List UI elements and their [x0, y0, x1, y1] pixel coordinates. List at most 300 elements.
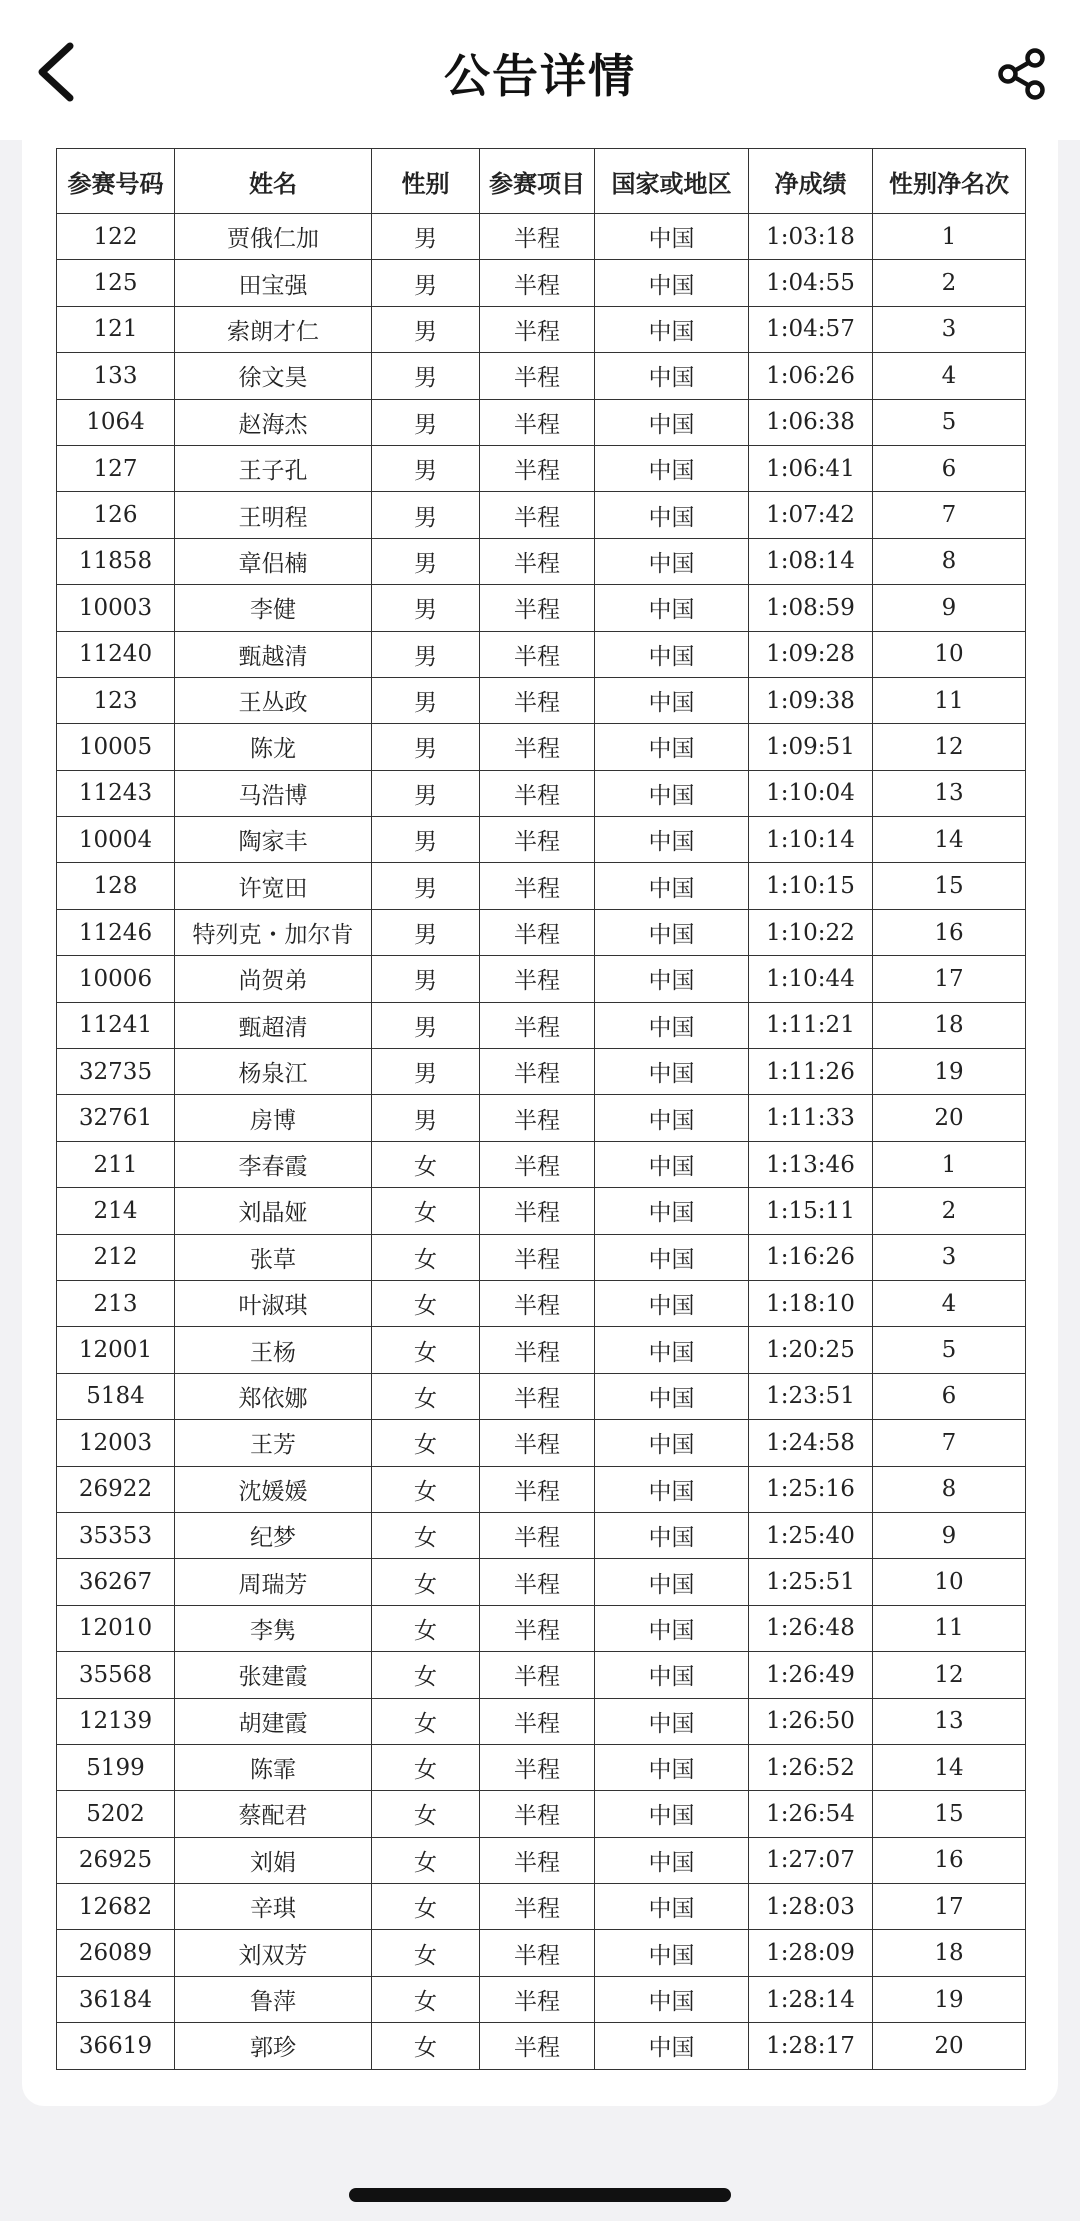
cell-name: 郑依娜: [175, 1373, 372, 1419]
cell-name: 甄越清: [175, 631, 372, 677]
table-row: [57, 1141, 1026, 1187]
cell-gender-rank: 16: [873, 1837, 1026, 1883]
cell-country: 中国: [595, 1002, 749, 1048]
table-row: [57, 1466, 1026, 1512]
table-row: [57, 492, 1026, 538]
cell-country: 中国: [595, 1512, 749, 1558]
cell-net-time: 1:09:28: [749, 631, 873, 677]
cell-net-time: 1:10:15: [749, 863, 873, 909]
cell-country: 中国: [595, 585, 749, 631]
cell-bib: 11243: [57, 770, 175, 816]
cell-event: 半程: [480, 492, 595, 538]
cell-name: 纪梦: [175, 1512, 372, 1558]
share-button[interactable]: [984, 36, 1060, 112]
cell-bib: 11241: [57, 1002, 175, 1048]
table-row: [57, 631, 1026, 677]
cell-country: 中国: [595, 538, 749, 584]
table-row: [57, 1002, 1026, 1048]
cell-event: 半程: [480, 1002, 595, 1048]
cell-event: 半程: [480, 724, 595, 770]
cell-net-time: 1:10:22: [749, 909, 873, 955]
cell-gender: 女: [372, 1327, 480, 1373]
cell-gender: 女: [372, 1141, 480, 1187]
cell-gender: 女: [372, 1791, 480, 1837]
cell-bib: 26089: [57, 1930, 175, 1976]
table-row: [57, 1976, 1026, 2022]
cell-event: 半程: [480, 1652, 595, 1698]
table-row: [57, 956, 1026, 1002]
cell-bib: 10006: [57, 956, 175, 1002]
cell-name: 特列克・加尔肯: [175, 909, 372, 955]
cell-name: 郭珍: [175, 2023, 372, 2069]
table-row: [57, 2023, 1026, 2069]
cell-gender-rank: 16: [873, 909, 1026, 955]
cell-country: 中国: [595, 770, 749, 816]
cell-net-time: 1:26:48: [749, 1605, 873, 1651]
cell-bib: 10005: [57, 724, 175, 770]
cell-bib: 128: [57, 863, 175, 909]
cell-bib: 10004: [57, 817, 175, 863]
cell-net-time: 1:13:46: [749, 1141, 873, 1187]
cell-gender-rank: 2: [873, 260, 1026, 306]
cell-gender: 女: [372, 1559, 480, 1605]
cell-gender-rank: 17: [873, 1884, 1026, 1930]
cell-net-time: 1:28:14: [749, 1976, 873, 2022]
column-header-bib: 参赛号码: [57, 149, 175, 214]
cell-name: 陶家丰: [175, 817, 372, 863]
cell-net-time: 1:16:26: [749, 1234, 873, 1280]
cell-gender-rank: 2: [873, 1188, 1026, 1234]
table-row: [57, 399, 1026, 445]
cell-gender: 男: [372, 585, 480, 631]
cell-gender-rank: 6: [873, 1373, 1026, 1419]
cell-country: 中国: [595, 1698, 749, 1744]
table-row: [57, 1188, 1026, 1234]
cell-net-time: 1:06:26: [749, 353, 873, 399]
table-row: [57, 1884, 1026, 1930]
cell-gender: 女: [372, 1420, 480, 1466]
cell-name: 房博: [175, 1095, 372, 1141]
cell-gender: 男: [372, 538, 480, 584]
cell-net-time: 1:07:42: [749, 492, 873, 538]
cell-gender: 女: [372, 1976, 480, 2022]
cell-gender-rank: 10: [873, 1559, 1026, 1605]
cell-event: 半程: [480, 677, 595, 723]
cell-bib: 32761: [57, 1095, 175, 1141]
table-row: [57, 1652, 1026, 1698]
cell-event: 半程: [480, 1884, 595, 1930]
table-row: [57, 1280, 1026, 1326]
table-row: [57, 863, 1026, 909]
cell-net-time: 1:20:25: [749, 1327, 873, 1373]
table-header-row: [57, 149, 1026, 214]
cell-gender: 女: [372, 1234, 480, 1280]
cell-event: 半程: [480, 1234, 595, 1280]
cell-name: 刘双芳: [175, 1930, 372, 1976]
cell-net-time: 1:11:21: [749, 1002, 873, 1048]
cell-net-time: 1:26:50: [749, 1698, 873, 1744]
cell-event: 半程: [480, 863, 595, 909]
cell-gender-rank: 5: [873, 1327, 1026, 1373]
cell-event: 半程: [480, 770, 595, 816]
cell-net-time: 1:03:18: [749, 214, 873, 260]
cell-gender-rank: 13: [873, 1698, 1026, 1744]
share-icon: [994, 46, 1050, 102]
table-row: [57, 214, 1026, 260]
cell-net-time: 1:04:55: [749, 260, 873, 306]
cell-gender-rank: 12: [873, 1652, 1026, 1698]
cell-gender: 男: [372, 863, 480, 909]
cell-country: 中国: [595, 1373, 749, 1419]
cell-country: 中国: [595, 1884, 749, 1930]
cell-gender-rank: 12: [873, 724, 1026, 770]
cell-event: 半程: [480, 1373, 595, 1419]
cell-net-time: 1:26:52: [749, 1744, 873, 1790]
cell-gender-rank: 4: [873, 1280, 1026, 1326]
cell-event: 半程: [480, 1049, 595, 1095]
cell-net-time: 1:28:03: [749, 1884, 873, 1930]
cell-net-time: 1:09:38: [749, 677, 873, 723]
table-row: [57, 1234, 1026, 1280]
cell-name: 王明程: [175, 492, 372, 538]
cell-name: 李健: [175, 585, 372, 631]
cell-name: 王杨: [175, 1327, 372, 1373]
cell-country: 中国: [595, 306, 749, 352]
cell-country: 中国: [595, 631, 749, 677]
cell-gender: 男: [372, 306, 480, 352]
cell-gender: 男: [372, 724, 480, 770]
cell-gender-rank: 9: [873, 1512, 1026, 1558]
table-row: [57, 1837, 1026, 1883]
cell-gender-rank: 3: [873, 1234, 1026, 1280]
cell-event: 半程: [480, 1976, 595, 2022]
cell-name: 田宝强: [175, 260, 372, 306]
cell-gender: 男: [372, 260, 480, 306]
cell-country: 中国: [595, 1327, 749, 1373]
cell-net-time: 1:04:57: [749, 306, 873, 352]
cell-gender: 男: [372, 1002, 480, 1048]
cell-name: 王芳: [175, 1420, 372, 1466]
cell-country: 中国: [595, 1095, 749, 1141]
table-row: [57, 1791, 1026, 1837]
cell-country: 中国: [595, 677, 749, 723]
cell-name: 章侣楠: [175, 538, 372, 584]
cell-event: 半程: [480, 1327, 595, 1373]
cell-name: 徐文昊: [175, 353, 372, 399]
table-body: [57, 214, 1026, 2070]
cell-bib: 12001: [57, 1327, 175, 1373]
cell-bib: 213: [57, 1280, 175, 1326]
cell-bib: 36619: [57, 2023, 175, 2069]
cell-event: 半程: [480, 1698, 595, 1744]
cell-gender-rank: 8: [873, 538, 1026, 584]
cell-gender: 男: [372, 445, 480, 491]
cell-name: 周瑞芳: [175, 1559, 372, 1605]
cell-bib: 1064: [57, 399, 175, 445]
cell-country: 中国: [595, 1559, 749, 1605]
cell-gender: 女: [372, 1280, 480, 1326]
cell-name: 赵海杰: [175, 399, 372, 445]
cell-gender: 女: [372, 1884, 480, 1930]
table-row: [57, 1930, 1026, 1976]
cell-country: 中国: [595, 1976, 749, 2022]
cell-name: 刘娟: [175, 1837, 372, 1883]
cell-event: 半程: [480, 399, 595, 445]
cell-gender-rank: 15: [873, 863, 1026, 909]
cell-country: 中国: [595, 399, 749, 445]
cell-event: 半程: [480, 1095, 595, 1141]
cell-name: 张建霞: [175, 1652, 372, 1698]
cell-gender-rank: 14: [873, 817, 1026, 863]
cell-event: 半程: [480, 1837, 595, 1883]
cell-event: 半程: [480, 1188, 595, 1234]
cell-event: 半程: [480, 214, 595, 260]
cell-net-time: 1:11:26: [749, 1049, 873, 1095]
cell-gender: 女: [372, 1373, 480, 1419]
cell-bib: 123: [57, 677, 175, 723]
cell-bib: 11246: [57, 909, 175, 955]
cell-event: 半程: [480, 306, 595, 352]
table-row: [57, 724, 1026, 770]
cell-event: 半程: [480, 1466, 595, 1512]
cell-bib: 32735: [57, 1049, 175, 1095]
cell-net-time: 1:23:51: [749, 1373, 873, 1419]
cell-bib: 5202: [57, 1791, 175, 1837]
column-header-gender: 性别: [372, 149, 480, 214]
table-row: [57, 1744, 1026, 1790]
cell-bib: 10003: [57, 585, 175, 631]
cell-name: 鲁萍: [175, 1976, 372, 2022]
cell-name: 叶淑琪: [175, 1280, 372, 1326]
cell-event: 半程: [480, 353, 595, 399]
table-row: [57, 1512, 1026, 1558]
cell-bib: 127: [57, 445, 175, 491]
cell-name: 王丛政: [175, 677, 372, 723]
cell-gender-rank: 4: [873, 353, 1026, 399]
table-row: [57, 353, 1026, 399]
cell-gender: 男: [372, 956, 480, 1002]
table-row: [57, 1327, 1026, 1373]
cell-gender: 男: [372, 631, 480, 677]
cell-country: 中国: [595, 1141, 749, 1187]
column-header-name: 姓名: [175, 149, 372, 214]
cell-gender-rank: 7: [873, 492, 1026, 538]
cell-event: 半程: [480, 909, 595, 955]
cell-net-time: 1:26:54: [749, 1791, 873, 1837]
cell-net-time: 1:25:40: [749, 1512, 873, 1558]
cell-event: 半程: [480, 1420, 595, 1466]
cell-country: 中国: [595, 1280, 749, 1326]
cell-name: 贾俄仁加: [175, 214, 372, 260]
cell-bib: 211: [57, 1141, 175, 1187]
cell-net-time: 1:06:41: [749, 445, 873, 491]
cell-name: 王子孔: [175, 445, 372, 491]
cell-name: 李春霞: [175, 1141, 372, 1187]
cell-net-time: 1:06:38: [749, 399, 873, 445]
cell-bib: 122: [57, 214, 175, 260]
cell-bib: 36184: [57, 1976, 175, 2022]
cell-bib: 11240: [57, 631, 175, 677]
cell-gender-rank: 19: [873, 1976, 1026, 2022]
cell-net-time: 1:15:11: [749, 1188, 873, 1234]
cell-country: 中国: [595, 1049, 749, 1095]
cell-name: 马浩博: [175, 770, 372, 816]
cell-gender: 女: [372, 2023, 480, 2069]
cell-bib: 126: [57, 492, 175, 538]
cell-gender: 男: [372, 817, 480, 863]
cell-net-time: 1:25:51: [749, 1559, 873, 1605]
cell-net-time: 1:26:49: [749, 1652, 873, 1698]
cell-net-time: 1:27:07: [749, 1837, 873, 1883]
cell-gender-rank: 20: [873, 2023, 1026, 2069]
page-title: 公告详情: [444, 49, 636, 103]
cell-gender-rank: 10: [873, 631, 1026, 677]
cell-country: 中国: [595, 1930, 749, 1976]
cell-country: 中国: [595, 214, 749, 260]
home-indicator[interactable]: [349, 2188, 731, 2202]
cell-event: 半程: [480, 260, 595, 306]
cell-gender: 男: [372, 353, 480, 399]
cell-event: 半程: [480, 445, 595, 491]
cell-net-time: 1:11:33: [749, 1095, 873, 1141]
cell-bib: 12003: [57, 1420, 175, 1466]
column-header-gender-rank: 性别净名次: [873, 149, 1026, 214]
cell-gender: 女: [372, 1512, 480, 1558]
cell-gender: 男: [372, 492, 480, 538]
cell-country: 中国: [595, 1420, 749, 1466]
cell-gender: 男: [372, 770, 480, 816]
column-header-event: 参赛项目: [480, 149, 595, 214]
cell-name: 索朗才仁: [175, 306, 372, 352]
cell-net-time: 1:08:14: [749, 538, 873, 584]
column-header-country: 国家或地区: [595, 149, 749, 214]
results-table: [56, 148, 1026, 2070]
cell-country: 中国: [595, 2023, 749, 2069]
cell-gender: 女: [372, 1744, 480, 1790]
cell-event: 半程: [480, 585, 595, 631]
cell-bib: 5199: [57, 1744, 175, 1790]
cell-bib: 125: [57, 260, 175, 306]
cell-event: 半程: [480, 1791, 595, 1837]
cell-net-time: 1:10:14: [749, 817, 873, 863]
cell-name: 甄超清: [175, 1002, 372, 1048]
cell-gender: 女: [372, 1930, 480, 1976]
cell-gender-rank: 13: [873, 770, 1026, 816]
cell-gender-rank: 11: [873, 1605, 1026, 1651]
cell-net-time: 1:18:10: [749, 1280, 873, 1326]
cell-gender: 男: [372, 909, 480, 955]
cell-country: 中国: [595, 724, 749, 770]
cell-event: 半程: [480, 1559, 595, 1605]
cell-event: 半程: [480, 1512, 595, 1558]
cell-bib: 212: [57, 1234, 175, 1280]
cell-gender-rank: 7: [873, 1420, 1026, 1466]
cell-event: 半程: [480, 817, 595, 863]
table-row: [57, 1698, 1026, 1744]
cell-gender-rank: 14: [873, 1744, 1026, 1790]
cell-event: 半程: [480, 1280, 595, 1326]
cell-gender: 女: [372, 1466, 480, 1512]
cell-country: 中国: [595, 863, 749, 909]
cell-gender-rank: 18: [873, 1002, 1026, 1048]
cell-net-time: 1:25:16: [749, 1466, 873, 1512]
cell-bib: 26925: [57, 1837, 175, 1883]
cell-gender-rank: 3: [873, 306, 1026, 352]
cell-country: 中国: [595, 1791, 749, 1837]
cell-net-time: 1:24:58: [749, 1420, 873, 1466]
column-header-net-time: 净成绩: [749, 149, 873, 214]
cell-name: 杨泉江: [175, 1049, 372, 1095]
cell-gender-rank: 6: [873, 445, 1026, 491]
cell-event: 半程: [480, 1744, 595, 1790]
cell-name: 陈霏: [175, 1744, 372, 1790]
table-row: [57, 538, 1026, 584]
cell-net-time: 1:28:17: [749, 2023, 873, 2069]
cell-gender: 女: [372, 1698, 480, 1744]
cell-name: 蔡配君: [175, 1791, 372, 1837]
cell-event: 半程: [480, 2023, 595, 2069]
cell-bib: 121: [57, 306, 175, 352]
cell-gender: 女: [372, 1605, 480, 1651]
cell-net-time: 1:28:09: [749, 1930, 873, 1976]
cell-name: 胡建霞: [175, 1698, 372, 1744]
cell-gender-rank: 19: [873, 1049, 1026, 1095]
cell-gender-rank: 17: [873, 956, 1026, 1002]
cell-country: 中国: [595, 909, 749, 955]
cell-country: 中国: [595, 1837, 749, 1883]
cell-net-time: 1:09:51: [749, 724, 873, 770]
cell-bib: 36267: [57, 1559, 175, 1605]
cell-event: 半程: [480, 1141, 595, 1187]
cell-gender: 女: [372, 1837, 480, 1883]
table-row: [57, 1373, 1026, 1419]
table-row: [57, 1559, 1026, 1605]
cell-country: 中国: [595, 492, 749, 538]
cell-name: 许宽田: [175, 863, 372, 909]
cell-bib: 5184: [57, 1373, 175, 1419]
cell-bib: 12139: [57, 1698, 175, 1744]
cell-bib: 133: [57, 353, 175, 399]
cell-gender: 男: [372, 214, 480, 260]
cell-bib: 11858: [57, 538, 175, 584]
cell-gender-rank: 8: [873, 1466, 1026, 1512]
cell-gender: 男: [372, 399, 480, 445]
table-row: [57, 1049, 1026, 1095]
cell-country: 中国: [595, 1234, 749, 1280]
cell-event: 半程: [480, 631, 595, 677]
table-row: [57, 306, 1026, 352]
cell-country: 中国: [595, 353, 749, 399]
table-row: [57, 909, 1026, 955]
cell-country: 中国: [595, 1466, 749, 1512]
cell-name: 刘晶娅: [175, 1188, 372, 1234]
cell-bib: 12682: [57, 1884, 175, 1930]
cell-event: 半程: [480, 1605, 595, 1651]
cell-country: 中国: [595, 1744, 749, 1790]
cell-bib: 35353: [57, 1512, 175, 1558]
table-row: [57, 1605, 1026, 1651]
table-row: [57, 677, 1026, 723]
cell-gender-rank: 1: [873, 1141, 1026, 1187]
cell-event: 半程: [480, 1930, 595, 1976]
cell-event: 半程: [480, 956, 595, 1002]
cell-gender: 女: [372, 1188, 480, 1234]
table-row: [57, 445, 1026, 491]
cell-name: 张草: [175, 1234, 372, 1280]
cell-net-time: 1:08:59: [749, 585, 873, 631]
announcement-content-card: [22, 140, 1058, 2106]
cell-gender: 男: [372, 1049, 480, 1095]
